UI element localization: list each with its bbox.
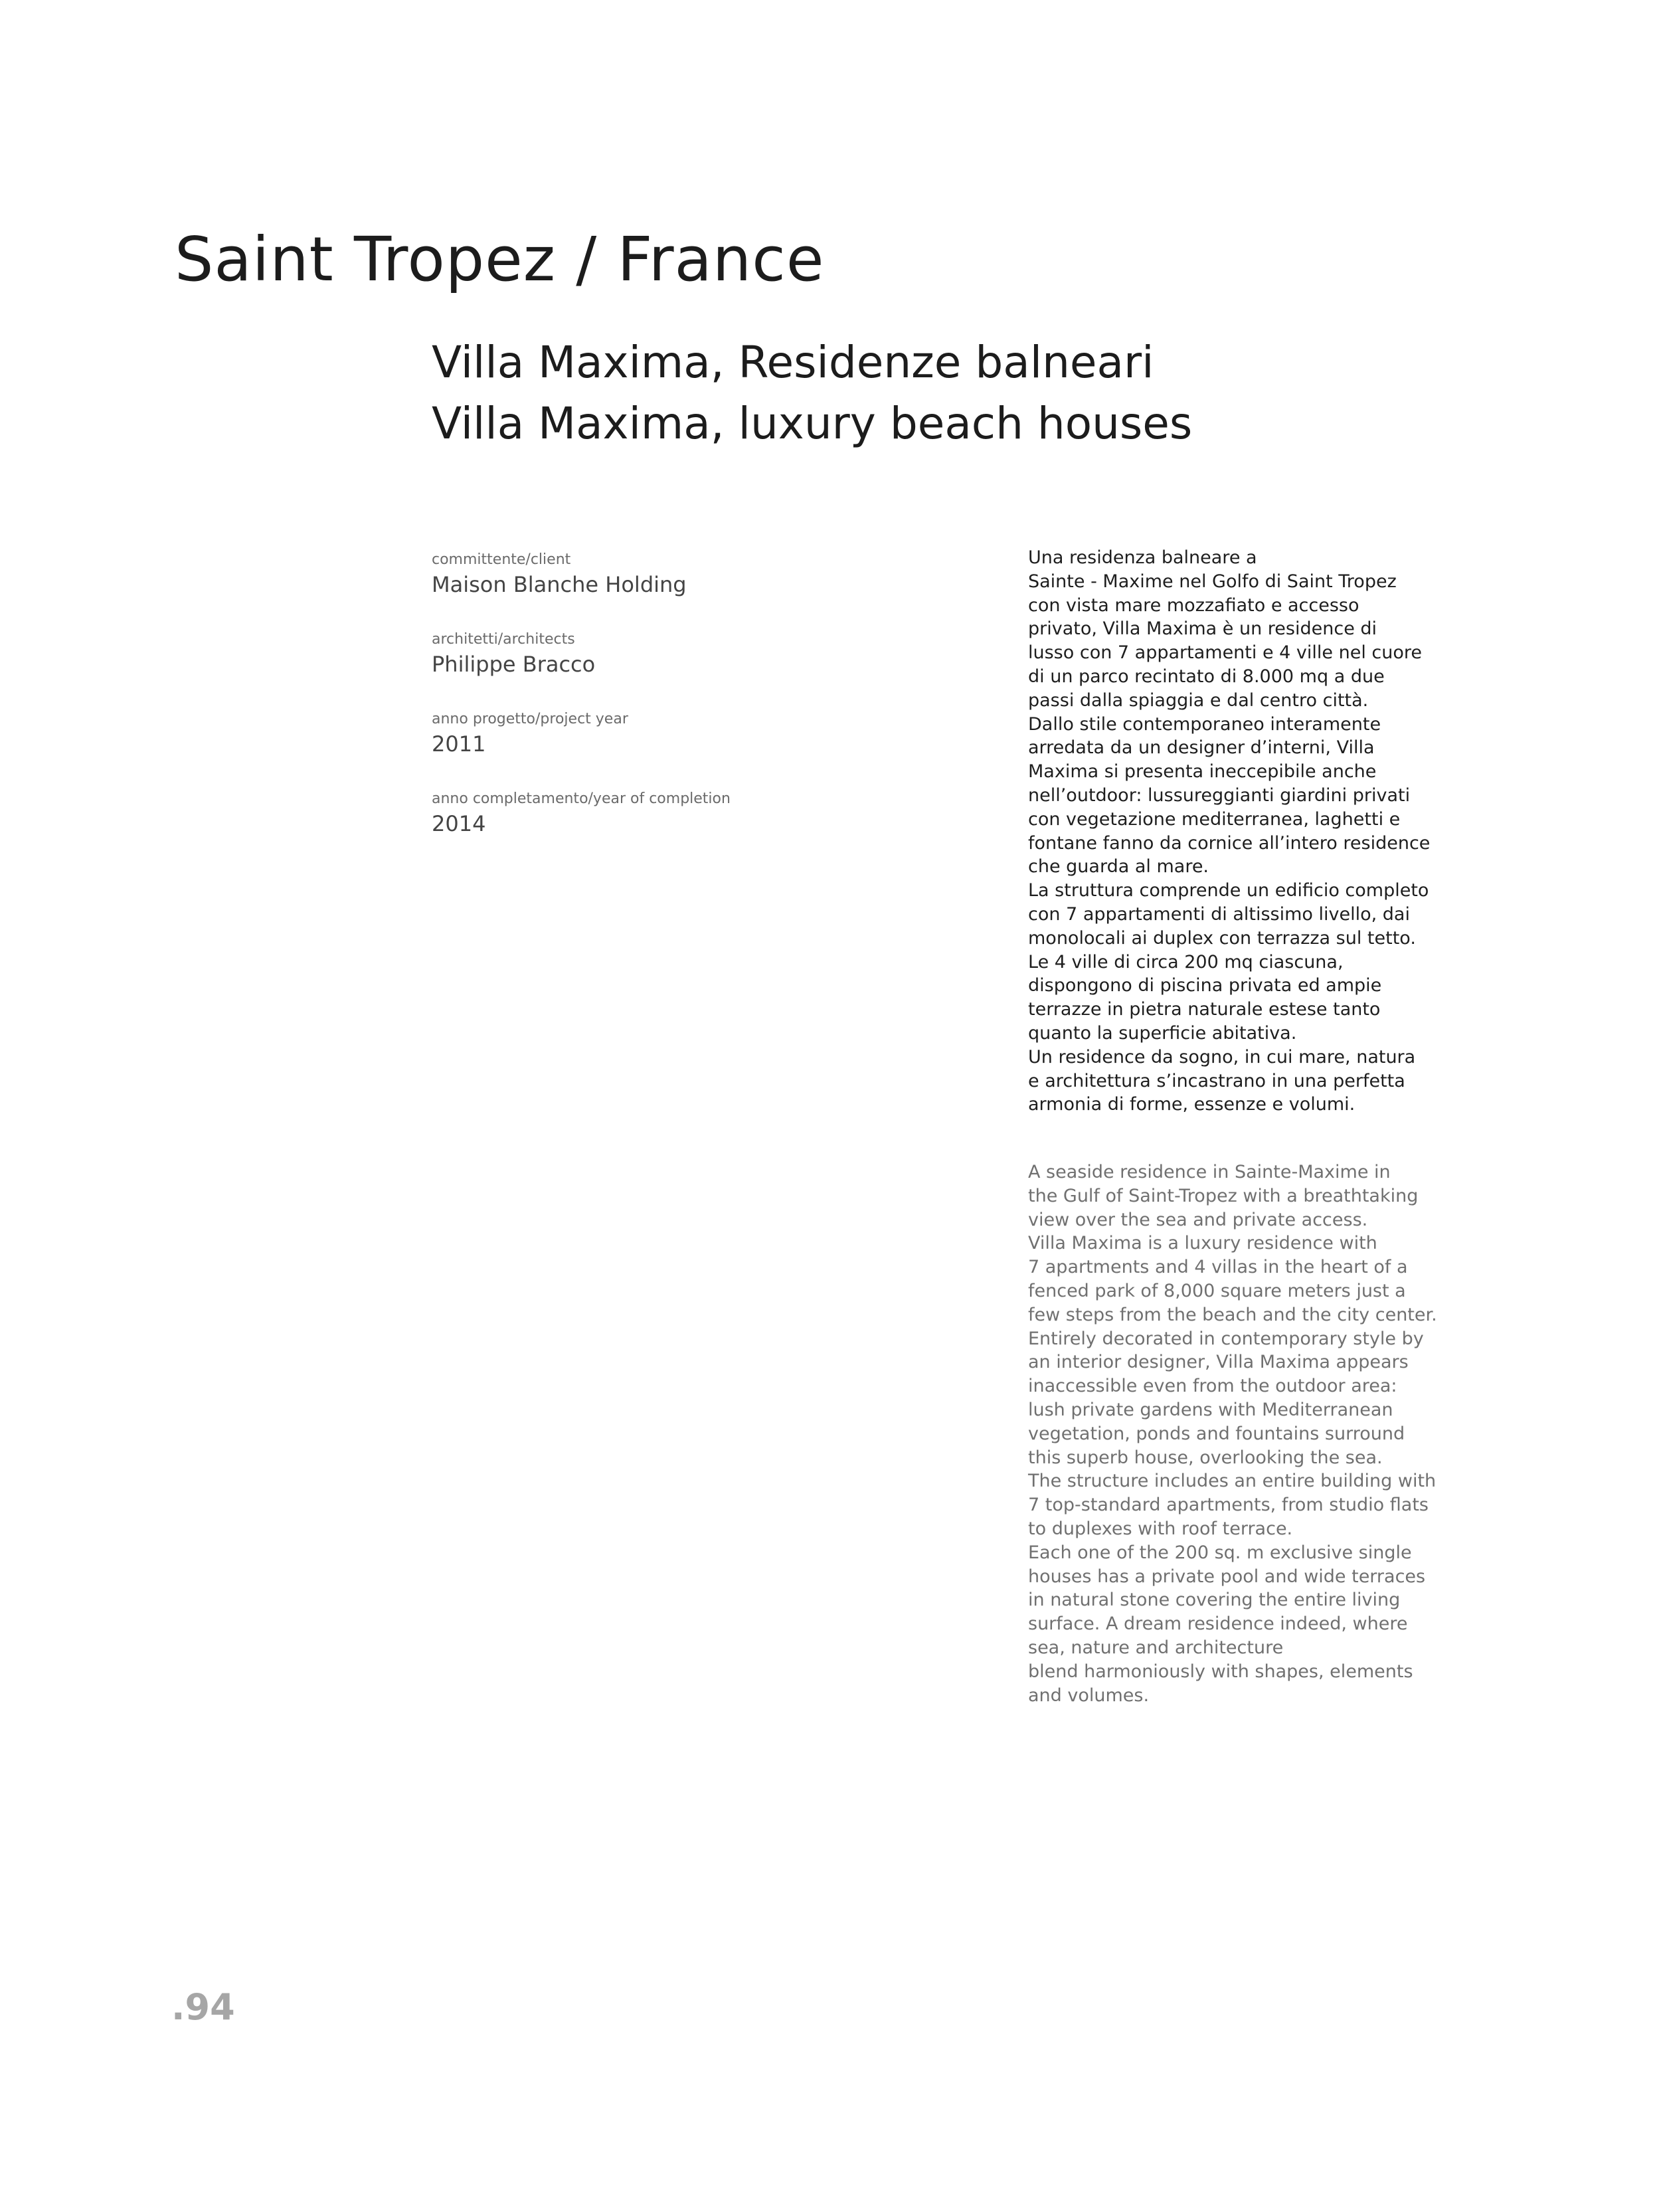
description-english-line: in natural stone covering the entire living (1028, 1590, 1401, 1611)
description-english-line: Each one of the 200 sq. m exclusive single (1028, 1542, 1412, 1563)
description-english-line: 7 apartments and 4 villas in the heart of a (1028, 1257, 1408, 1278)
description-english-line: an interior designer, Villa Maxima appears (1028, 1352, 1409, 1373)
description-english-line: houses has a private pool and wide terraces (1028, 1566, 1426, 1587)
description-italian-line: dispongono di piscina privata ed ampie (1028, 975, 1382, 996)
description-italian-line: arredata da un designer d’interni, Villa (1028, 737, 1375, 759)
meta-project-year-label: anno progetto/project year (432, 711, 628, 727)
description-italian-line: Sainte - Maxime nel Golfo di Saint Tropez (1028, 571, 1397, 592)
description-italian-line: passi dalla spiaggia e dal centro città. (1028, 690, 1369, 711)
meta-architects-value: Philippe Bracco (432, 652, 596, 677)
meta-client (432, 550, 843, 630)
description-english-line: 7 top-standard apartments, from studio flats (1028, 1495, 1429, 1516)
description-italian-line: con 7 appartamenti di altissimo livello, dai (1028, 903, 1410, 925)
description-english-line: surface. A dream residence indeed, where (1028, 1613, 1408, 1635)
description-english-line: vegetation, ponds and fountains surround (1028, 1423, 1405, 1444)
meta-project-year-value: 2011 (432, 731, 486, 757)
description-italian-line: monolocali ai duplex con terrazza sul tetto. (1028, 927, 1416, 949)
meta-client-label: committente/client (432, 551, 571, 568)
description-english-line: few steps from the beach and the city center. (1028, 1304, 1437, 1325)
description-italian-line: Una residenza balneare a (1028, 547, 1257, 568)
meta-completion-year-label: anno completamento/year of completion (432, 790, 731, 807)
description-italian-line: con vista mare mozzafiato e accesso (1028, 595, 1359, 616)
meta-completion-year-value: 2014 (432, 811, 486, 836)
description-english-line: the Gulf of Saint-Tropez with a breathtaking (1028, 1185, 1419, 1206)
description-english (1028, 1160, 1440, 1707)
description-italian-line: La struttura comprende un edificio completo (1028, 880, 1429, 901)
description-english-line: to duplexes with roof terrace. (1028, 1518, 1293, 1539)
description-italian-line: fontane fanno da cornice all’intero residence (1028, 832, 1431, 854)
description-italian-line: nell’outdoor: lussureggianti giardini privati (1028, 784, 1411, 806)
subtitle-english: Villa Maxima, luxury beach houses (432, 398, 1193, 449)
description-italian-line: e architettura s’incastrano in una perfetta (1028, 1070, 1405, 1091)
description-english-line: A seaside residence in Sainte-Maxime in (1028, 1162, 1391, 1182)
meta-project-year (432, 709, 843, 789)
description-italian-line: di un parco recintato di 8.000 mq a due (1028, 666, 1385, 687)
description-italian-line: armonia di forme, essenze e volumi. (1028, 1094, 1355, 1115)
subtitle-italian: Villa Maxima, Residenze balneari (432, 337, 1154, 388)
description-english-line: sea, nature and architecture (1028, 1637, 1284, 1658)
description-italian-line: quanto la superficie abitativa. (1028, 1022, 1297, 1044)
description-italian-line: Dallo stile contemporaneo interamente (1028, 713, 1381, 735)
description-italian-line: con vegetazione mediterranea, laghetti e (1028, 808, 1401, 830)
description-italian-line: privato, Villa Maxima è un residence di (1028, 618, 1377, 640)
page-title: Saint Tropez / France (175, 224, 825, 295)
description-english-line: Villa Maxima is a luxury residence with (1028, 1233, 1377, 1254)
description-italian-line: lusso con 7 appartamenti e 4 ville nel cuore (1028, 642, 1422, 664)
description-english-line: Entirely decorated in contemporary style by (1028, 1328, 1424, 1349)
description-english-line: fenced park of 8,000 square meters just a (1028, 1280, 1406, 1301)
description-italian-line: Maxima si presenta ineccepibile anche (1028, 761, 1377, 783)
page-number: .94 (171, 1986, 235, 2028)
description-english-line: view over the sea and private access. (1028, 1209, 1368, 1230)
meta-completion-year (432, 789, 843, 869)
description-english-line: lush private gardens with Mediterranean (1028, 1399, 1393, 1420)
description-italian-line: Un residence da sogno, in cui mare, natura (1028, 1046, 1416, 1067)
meta-architects-label: architetti/architects (432, 631, 575, 648)
description-english-line: blend harmoniously with shapes, elements (1028, 1661, 1413, 1682)
subtitle-block (432, 332, 1192, 454)
description-italian (1028, 546, 1440, 1117)
description-italian-line: che guarda al mare. (1028, 856, 1209, 877)
description-english-line: The structure includes an entire building with (1028, 1471, 1437, 1492)
description-english-line: this superb house, overlooking the sea. (1028, 1447, 1383, 1468)
meta-architects (432, 630, 843, 709)
description-italian-line: Le 4 ville di circa 200 mq ciascuna, (1028, 951, 1344, 972)
description-english-line: inaccessible even from the outdoor area: (1028, 1376, 1397, 1397)
project-meta (432, 550, 843, 869)
description-italian-line: terrazze in pietra naturale estese tanto (1028, 999, 1381, 1020)
meta-client-value: Maison Blanche Holding (432, 572, 687, 597)
description-english-line: and volumes. (1028, 1685, 1150, 1706)
